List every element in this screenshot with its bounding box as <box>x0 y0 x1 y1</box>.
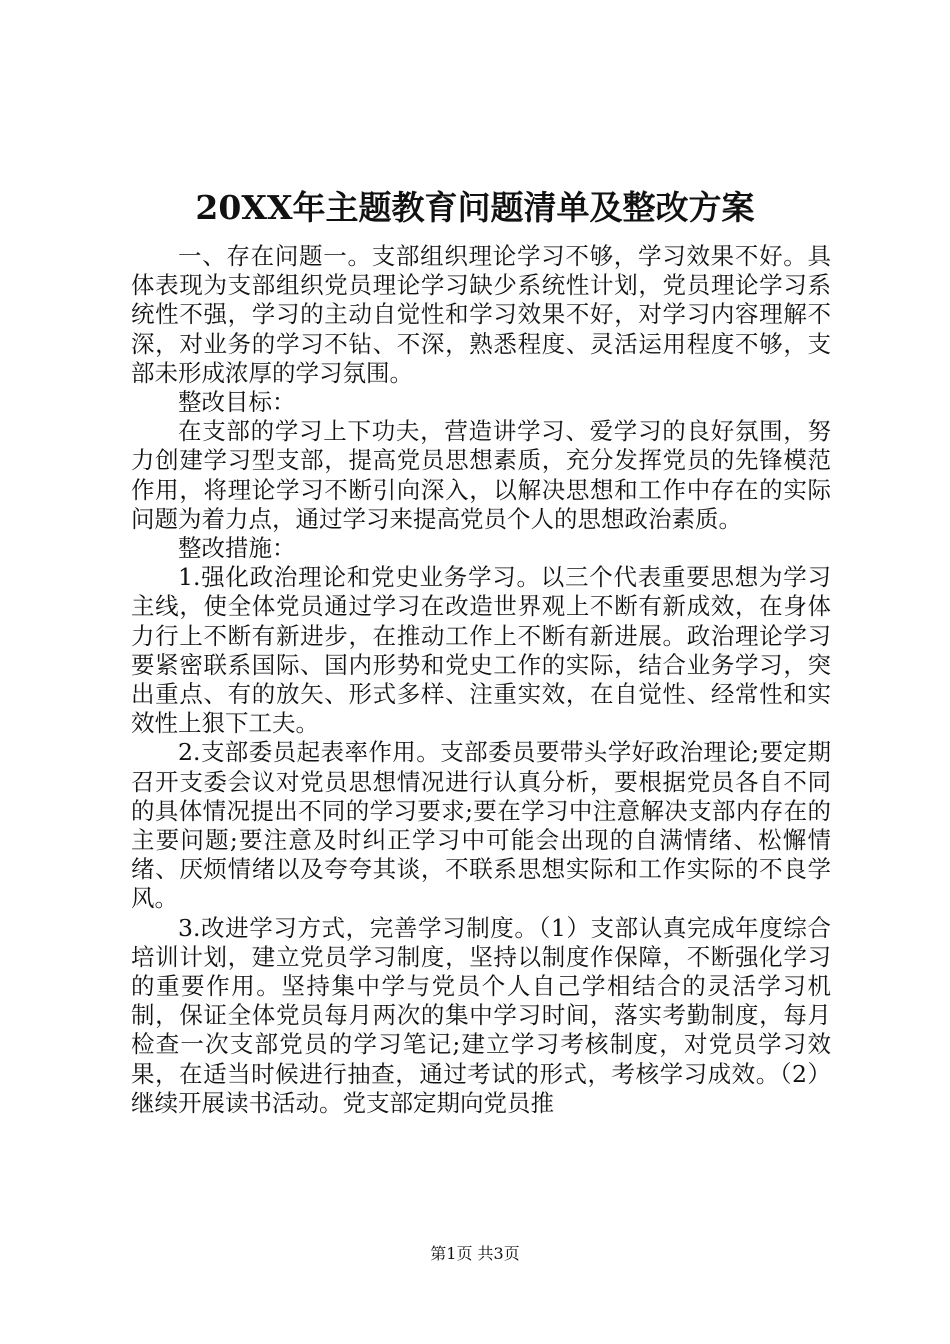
paragraph-goal-heading: 整改目标： <box>178 388 296 417</box>
paragraph-measure-3: 3.改进学习方式，完善学习制度。（1）支部认真完成年度综合培训计划，建立党员学习制度，坚持以制度作保障，不断强化学习的重要作用。坚持集中学与党员个人自己学相结合的灵活学习机制，保证全体党员每月两次的集中学习时间，落实考勤制度，每月检查一次支部党员的学习笔记;建立学习考核制度，对党员学习效果，在适当时候进行抽查，通过考试的形式，考核学习成效。（2）继续开展读书活动。党支部定期向党员推 <box>131 913 831 1117</box>
document-body <box>131 242 831 1118</box>
page-number-footer: 第1页 共3页 <box>430 1244 520 1263</box>
document-title: 20XX年主题教育问题清单及整改方案 <box>195 188 755 227</box>
paragraph-measure-1: 1.强化政治理论和党史业务学习。以三个代表重要思想为学习主线，使全体党员通过学习在改造世界观上不断有新成效，在身体力行上不断有新进步，在推动工作上不断有新进展。政治理论学习要紧密联系国际、国内形势和党史工作的实际，结合业务学习，突出重点、有的放矢、形式多样、注重实效，在自觉性、经常性和实效性上狠下工夫。 <box>131 563 831 738</box>
paragraph-problem-one: 一、存在问题一。支部组织理论学习不够，学习效果不好。具体表现为支部组织党员理论学习缺少系统性计划，党员理论学习系统性不强，学习的主动自觉性和学习效果不好，对学习内容理解不深，对业务的学习不钻、不深，熟悉程度、灵活运用程度不够，支部未形成浓厚的学习氛围。 <box>131 242 831 387</box>
paragraph-goal-text: 在支部的学习上下功夫，营造讲学习、爱学习的良好氛围，努力创建学习型支部，提高党员思想素质，充分发挥党员的先锋模范作用，将理论学习不断引向深入，以解决思想和工作中存在的实际问题为着力点，通过学习来提高党员个人的思想政治素质。 <box>131 417 831 533</box>
paragraph-measure-2: 2.支部委员起表率作用。支部委员要带头学好政治理论;要定期召开支委会议对党员思想情况进行认真分析，要根据党员各自不同的具体情况提出不同的学习要求;要在学习中注意解决支部内存在的主要问题;要注意及时纠正学习中可能会出现的自满情绪、松懈情绪、厌烦情绪以及夸夸其谈，不联系思想实际和工作实际的不良学风。 <box>131 738 831 913</box>
paragraph-measures-heading: 整改措施： <box>178 534 296 563</box>
